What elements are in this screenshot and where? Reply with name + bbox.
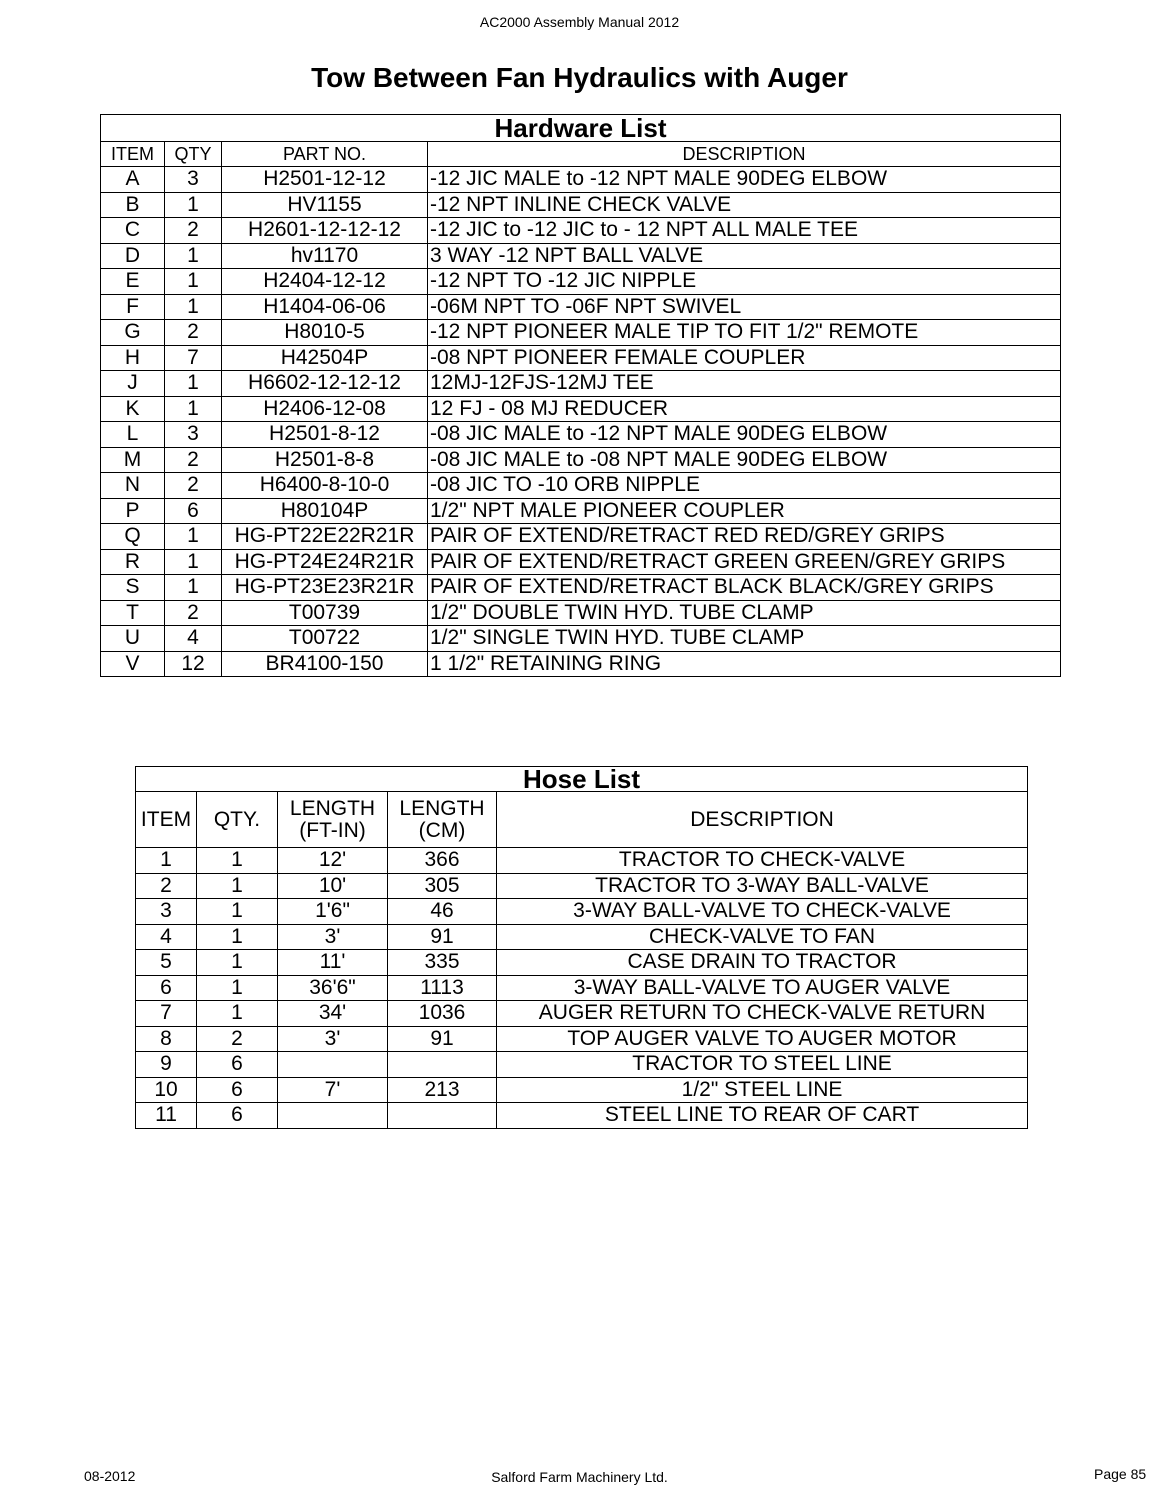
cell-cm	[388, 1103, 497, 1129]
column-header: LENGTH (FT-IN)	[278, 792, 388, 848]
cell-qty: 2	[197, 1026, 278, 1052]
table-row	[101, 549, 1061, 575]
cell-part: H2501-12-12	[222, 167, 428, 193]
table-row	[101, 600, 1061, 626]
cell-desc: 1/2" SINGLE TWIN HYD. TUBE CLAMP	[428, 626, 1061, 652]
manual-header: AC2000 Assembly Manual 2012	[479, 14, 680, 30]
hardware-list-title: Hardware List	[101, 115, 1061, 142]
cell-desc: -12 JIC to -12 JIC to - 12 NPT ALL MALE TEE	[428, 218, 1061, 244]
cell-desc: TRACTOR TO CHECK-VALVE	[497, 848, 1028, 874]
cell-ft	[278, 1103, 388, 1129]
table-row	[101, 447, 1061, 473]
cell-item: 10	[136, 1077, 197, 1103]
cell-qty: 6	[197, 1103, 278, 1129]
cell-item: U	[101, 626, 165, 652]
cell-item: Q	[101, 524, 165, 550]
cell-desc: -08 JIC MALE to -08 NPT MALE 90DEG ELBOW	[428, 447, 1061, 473]
cell-qty: 1	[197, 950, 278, 976]
table-row	[101, 575, 1061, 601]
cell-qty: 7	[165, 345, 222, 371]
cell-qty: 2	[165, 218, 222, 244]
cell-cm: 213	[388, 1077, 497, 1103]
cell-desc: -12 NPT TO -12 JIC NIPPLE	[428, 269, 1061, 295]
cell-part: H2406-12-08	[222, 396, 428, 422]
cell-item: S	[101, 575, 165, 601]
table-row	[101, 345, 1061, 371]
footer-company: Salford Farm Machinery Ltd.	[491, 1469, 668, 1485]
cell-desc: CHECK-VALVE TO FAN	[497, 924, 1028, 950]
cell-cm: 1113	[388, 975, 497, 1001]
cell-part: HG-PT22E22R21R	[222, 524, 428, 550]
column-header: DESCRIPTION	[497, 792, 1028, 848]
cell-item: K	[101, 396, 165, 422]
cell-qty: 1	[197, 873, 278, 899]
table-row	[101, 320, 1061, 346]
table-row	[101, 626, 1061, 652]
hose-list-title: Hose List	[136, 767, 1028, 792]
cell-part: T00722	[222, 626, 428, 652]
cell-ft	[278, 1052, 388, 1078]
cell-item: D	[101, 243, 165, 269]
table-row	[101, 167, 1061, 193]
cell-ft: 3'	[278, 924, 388, 950]
cell-item: G	[101, 320, 165, 346]
cell-part: H42504P	[222, 345, 428, 371]
column-header: ITEM	[101, 142, 165, 167]
cell-item: 3	[136, 899, 197, 925]
cell-part: hv1170	[222, 243, 428, 269]
cell-cm: 91	[388, 1026, 497, 1052]
cell-qty: 1	[165, 192, 222, 218]
cell-part: H2501-8-8	[222, 447, 428, 473]
cell-item: M	[101, 447, 165, 473]
table-row	[101, 243, 1061, 269]
table-row	[136, 873, 1028, 899]
cell-qty: 1	[165, 371, 222, 397]
table-row	[136, 924, 1028, 950]
cell-item: 6	[136, 975, 197, 1001]
footer-date: 08-2012	[84, 1468, 136, 1484]
cell-ft: 36'6"	[278, 975, 388, 1001]
cell-desc: -12 NPT INLINE CHECK VALVE	[428, 192, 1061, 218]
cell-cm	[388, 1052, 497, 1078]
cell-cm: 1036	[388, 1001, 497, 1027]
table-row	[136, 899, 1028, 925]
cell-desc: STEEL LINE TO REAR OF CART	[497, 1103, 1028, 1129]
page-title: Tow Between Fan Hydraulics with Auger	[311, 62, 848, 93]
cell-desc: PAIR OF EXTEND/RETRACT GREEN GREEN/GREY GRIPS	[428, 549, 1061, 575]
cell-part: H2404-12-12	[222, 269, 428, 295]
cell-item: R	[101, 549, 165, 575]
cell-part: H80104P	[222, 498, 428, 524]
column-header: LENGTH (CM)	[388, 792, 497, 848]
table-row	[101, 192, 1061, 218]
column-header: QTY	[165, 142, 222, 167]
cell-item: 5	[136, 950, 197, 976]
table-row	[136, 975, 1028, 1001]
cell-cm: 305	[388, 873, 497, 899]
cell-ft: 11'	[278, 950, 388, 976]
cell-desc: AUGER RETURN TO CHECK-VALVE RETURN	[497, 1001, 1028, 1027]
cell-part: H6602-12-12-12	[222, 371, 428, 397]
cell-item: E	[101, 269, 165, 295]
table-row	[101, 524, 1061, 550]
cell-item: 9	[136, 1052, 197, 1078]
table-row	[136, 848, 1028, 874]
table-row	[101, 371, 1061, 397]
cell-desc: -08 JIC TO -10 ORB NIPPLE	[428, 473, 1061, 499]
cell-qty: 2	[165, 320, 222, 346]
cell-part: H2601-12-12-12	[222, 218, 428, 244]
cell-ft: 12'	[278, 848, 388, 874]
table-row	[101, 269, 1061, 295]
cell-qty: 2	[165, 600, 222, 626]
cell-qty: 1	[165, 243, 222, 269]
cell-part: BR4100-150	[222, 651, 428, 677]
cell-desc: -12 JIC MALE to -12 NPT MALE 90DEG ELBOW	[428, 167, 1061, 193]
cell-qty: 2	[165, 447, 222, 473]
column-header: ITEM	[136, 792, 197, 848]
cell-qty: 3	[165, 422, 222, 448]
cell-qty: 6	[197, 1077, 278, 1103]
cell-item: B	[101, 192, 165, 218]
cell-part: H6400-8-10-0	[222, 473, 428, 499]
cell-item: F	[101, 294, 165, 320]
cell-part: HG-PT24E24R21R	[222, 549, 428, 575]
cell-qty: 3	[165, 167, 222, 193]
table-row	[136, 1001, 1028, 1027]
cell-desc: 12 FJ - 08 MJ REDUCER	[428, 396, 1061, 422]
table-row	[136, 1052, 1028, 1078]
cell-qty: 1	[165, 524, 222, 550]
cell-desc: 3 WAY -12 NPT BALL VALVE	[428, 243, 1061, 269]
cell-qty: 1	[165, 294, 222, 320]
cell-desc: -08 NPT PIONEER FEMALE COUPLER	[428, 345, 1061, 371]
cell-part: H1404-06-06	[222, 294, 428, 320]
cell-part: H8010-5	[222, 320, 428, 346]
cell-item: J	[101, 371, 165, 397]
cell-desc: 1 1/2" RETAINING RING	[428, 651, 1061, 677]
cell-item: 4	[136, 924, 197, 950]
cell-desc: 1/2" NPT MALE PIONEER COUPLER	[428, 498, 1061, 524]
table-row	[101, 498, 1061, 524]
cell-part: H2501-8-12	[222, 422, 428, 448]
cell-qty: 1	[197, 1001, 278, 1027]
cell-ft: 34'	[278, 1001, 388, 1027]
cell-cm: 335	[388, 950, 497, 976]
hose-list-table	[135, 766, 1028, 1129]
cell-desc: 3-WAY BALL-VALVE TO CHECK-VALVE	[497, 899, 1028, 925]
cell-qty: 1	[165, 269, 222, 295]
table-row	[101, 396, 1061, 422]
cell-qty: 12	[165, 651, 222, 677]
table-row	[136, 1103, 1028, 1129]
table-row	[101, 422, 1061, 448]
cell-item: 7	[136, 1001, 197, 1027]
cell-desc: 3-WAY BALL-VALVE TO AUGER VALVE	[497, 975, 1028, 1001]
cell-ft: 10'	[278, 873, 388, 899]
cell-part: HV1155	[222, 192, 428, 218]
cell-item: C	[101, 218, 165, 244]
cell-qty: 1	[165, 549, 222, 575]
cell-item: T	[101, 600, 165, 626]
cell-desc: PAIR OF EXTEND/RETRACT RED RED/GREY GRIPS	[428, 524, 1061, 550]
cell-desc: TRACTOR TO 3-WAY BALL-VALVE	[497, 873, 1028, 899]
cell-item: L	[101, 422, 165, 448]
cell-item: 1	[136, 848, 197, 874]
cell-item: 8	[136, 1026, 197, 1052]
cell-desc: CASE DRAIN TO TRACTOR	[497, 950, 1028, 976]
table-row	[136, 1077, 1028, 1103]
table-row	[101, 294, 1061, 320]
cell-part: HG-PT23E23R21R	[222, 575, 428, 601]
cell-item: N	[101, 473, 165, 499]
table-row	[101, 651, 1061, 677]
cell-desc: -06M NPT TO -06F NPT SWIVEL	[428, 294, 1061, 320]
cell-qty: 2	[165, 473, 222, 499]
page-number: Page 85	[1094, 1466, 1147, 1482]
cell-qty: 4	[165, 626, 222, 652]
cell-ft: 3'	[278, 1026, 388, 1052]
column-header: PART NO.	[222, 142, 428, 167]
cell-desc: PAIR OF EXTEND/RETRACT BLACK BLACK/GREY GRIPS	[428, 575, 1061, 601]
cell-qty: 1	[197, 924, 278, 950]
cell-desc: 1/2" STEEL LINE	[497, 1077, 1028, 1103]
cell-desc: -12 NPT PIONEER MALE TIP TO FIT 1/2" REMOTE	[428, 320, 1061, 346]
cell-item: H	[101, 345, 165, 371]
cell-desc: 1/2" DOUBLE TWIN HYD. TUBE CLAMP	[428, 600, 1061, 626]
table-row	[136, 1026, 1028, 1052]
cell-item: 2	[136, 873, 197, 899]
cell-item: A	[101, 167, 165, 193]
table-row	[101, 473, 1061, 499]
cell-desc: -08 JIC MALE to -12 NPT MALE 90DEG ELBOW	[428, 422, 1061, 448]
cell-qty: 1	[165, 575, 222, 601]
cell-item: V	[101, 651, 165, 677]
cell-qty: 1	[197, 899, 278, 925]
cell-cm: 91	[388, 924, 497, 950]
cell-qty: 1	[197, 848, 278, 874]
table-row	[101, 218, 1061, 244]
cell-cm: 46	[388, 899, 497, 925]
cell-item: P	[101, 498, 165, 524]
cell-qty: 1	[197, 975, 278, 1001]
column-header: DESCRIPTION	[428, 142, 1061, 167]
cell-qty: 6	[197, 1052, 278, 1078]
column-header: QTY.	[197, 792, 278, 848]
cell-item: 11	[136, 1103, 197, 1129]
cell-desc: 12MJ-12FJS-12MJ TEE	[428, 371, 1061, 397]
cell-desc: TRACTOR TO STEEL LINE	[497, 1052, 1028, 1078]
cell-cm: 366	[388, 848, 497, 874]
cell-ft: 1'6"	[278, 899, 388, 925]
cell-part: T00739	[222, 600, 428, 626]
cell-desc: TOP AUGER VALVE TO AUGER MOTOR	[497, 1026, 1028, 1052]
hardware-list-table	[100, 114, 1061, 677]
cell-qty: 1	[165, 396, 222, 422]
cell-qty: 6	[165, 498, 222, 524]
table-row	[136, 950, 1028, 976]
cell-ft: 7'	[278, 1077, 388, 1103]
